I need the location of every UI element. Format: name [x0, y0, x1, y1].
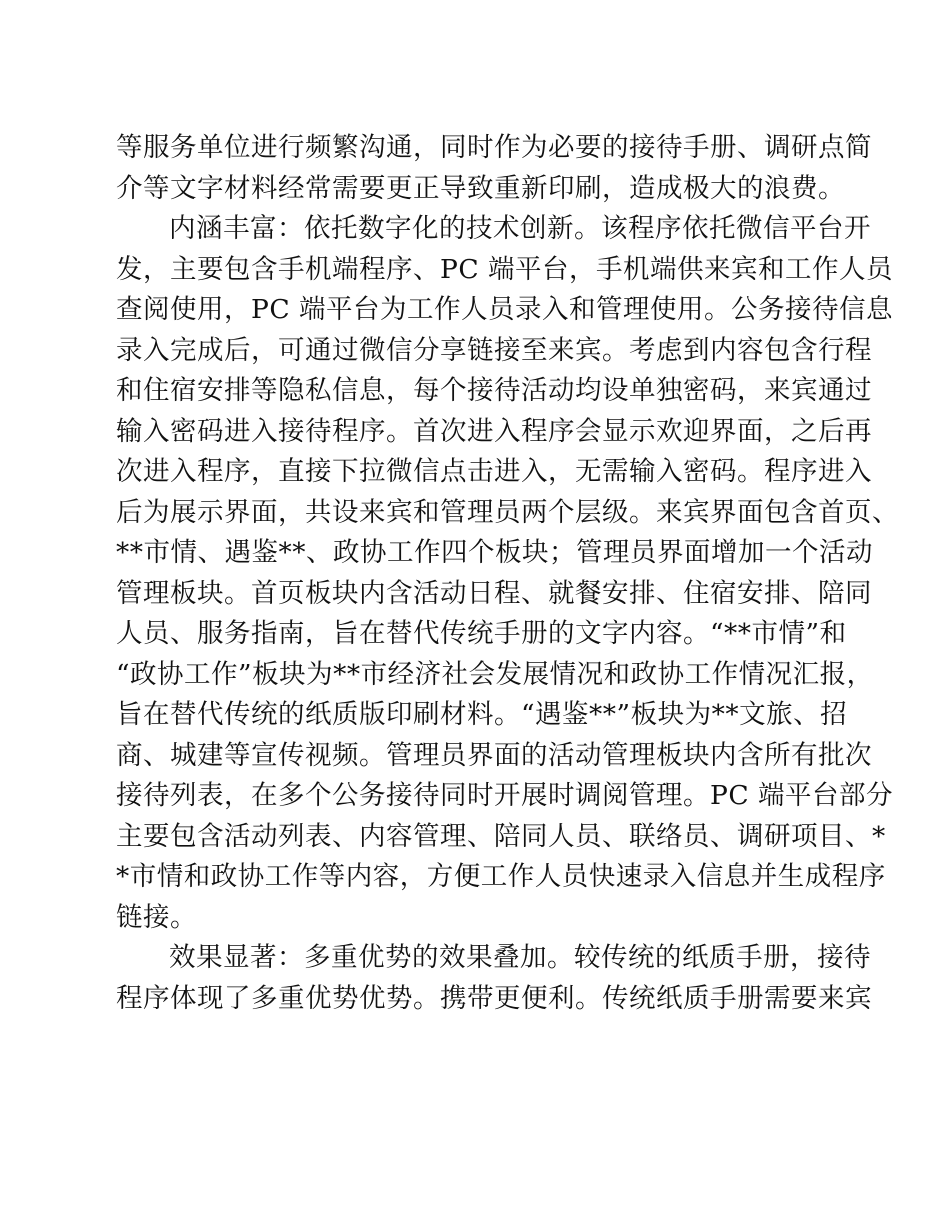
text-line: 发，主要包含手机端程序、PC 端平台，手机端供来宾和工作人员	[116, 253, 894, 285]
text-line: 人员、服务指南，旨在替代传统手册的文字内容。“**市情”和	[116, 618, 847, 649]
text-line: 后为展示界面，共设来宾和管理员两个层级。来宾界面包含首页、	[116, 496, 899, 528]
paragraph-start-line: 内涵丰富：依托数字化的技术创新。该程序依托微信平台开	[169, 213, 871, 244]
text-line: 管理板块。首页板块内含活动日程、就餐安排、住宿安排、陪同	[116, 577, 872, 609]
text-line: 主要包含活动列表、内容管理、陪同人员、联络员、调研项目、*	[116, 820, 886, 852]
text-line: 输入密码进入接待程序。首次进入程序会显示欢迎界面，之后再	[116, 415, 872, 447]
text-line: 录入完成后，可通过微信分享链接至来宾。考虑到内容包含行程	[116, 334, 872, 366]
text-line: 次进入程序，直接下拉微信点击进入，无需输入密码。程序进入	[116, 456, 872, 487]
text-line: “政协工作”板块为**市经济社会发展情况和政协工作情况汇报，	[116, 658, 874, 690]
text-line: 接待列表，在多个公务接待同时开展时调阅管理。PC 端平台部分	[116, 780, 894, 811]
text-line: 链接。	[116, 901, 197, 933]
text-line: **市情、遇鉴**、政协工作四个板块；管理员界面增加一个活动	[116, 537, 873, 568]
paragraph-start-line: 效果显著：多重优势的效果叠加。较传统的纸质手册，接待	[169, 942, 871, 973]
document-body	[116, 128, 899, 1019]
text-line: 等服务单位进行频繁沟通，同时作为必要的接待手册、调研点简	[116, 132, 872, 163]
text-line: 旨在替代传统的纸质版印刷材料。“遇鉴**”板块为**文旅、招	[116, 699, 848, 730]
text-line: 程序体现了多重优势优势。携带更便利。传统纸质手册需要来宾	[116, 982, 872, 1014]
text-line: *市情和政协工作等内容，方便工作人员快速录入信息并生成程序	[116, 861, 886, 892]
text-line: 商、城建等宣传视频。管理员界面的活动管理板块内含所有批次	[116, 739, 872, 771]
text-line: 介等文字材料经常需要更正导致重新印刷，造成极大的浪费。	[116, 172, 845, 204]
text-line: 查阅使用，PC 端平台为工作人员录入和管理使用。公务接待信息	[116, 294, 894, 325]
text-line: 和住宿安排等隐私信息，每个接待活动均设单独密码，来宾通过	[116, 375, 872, 406]
